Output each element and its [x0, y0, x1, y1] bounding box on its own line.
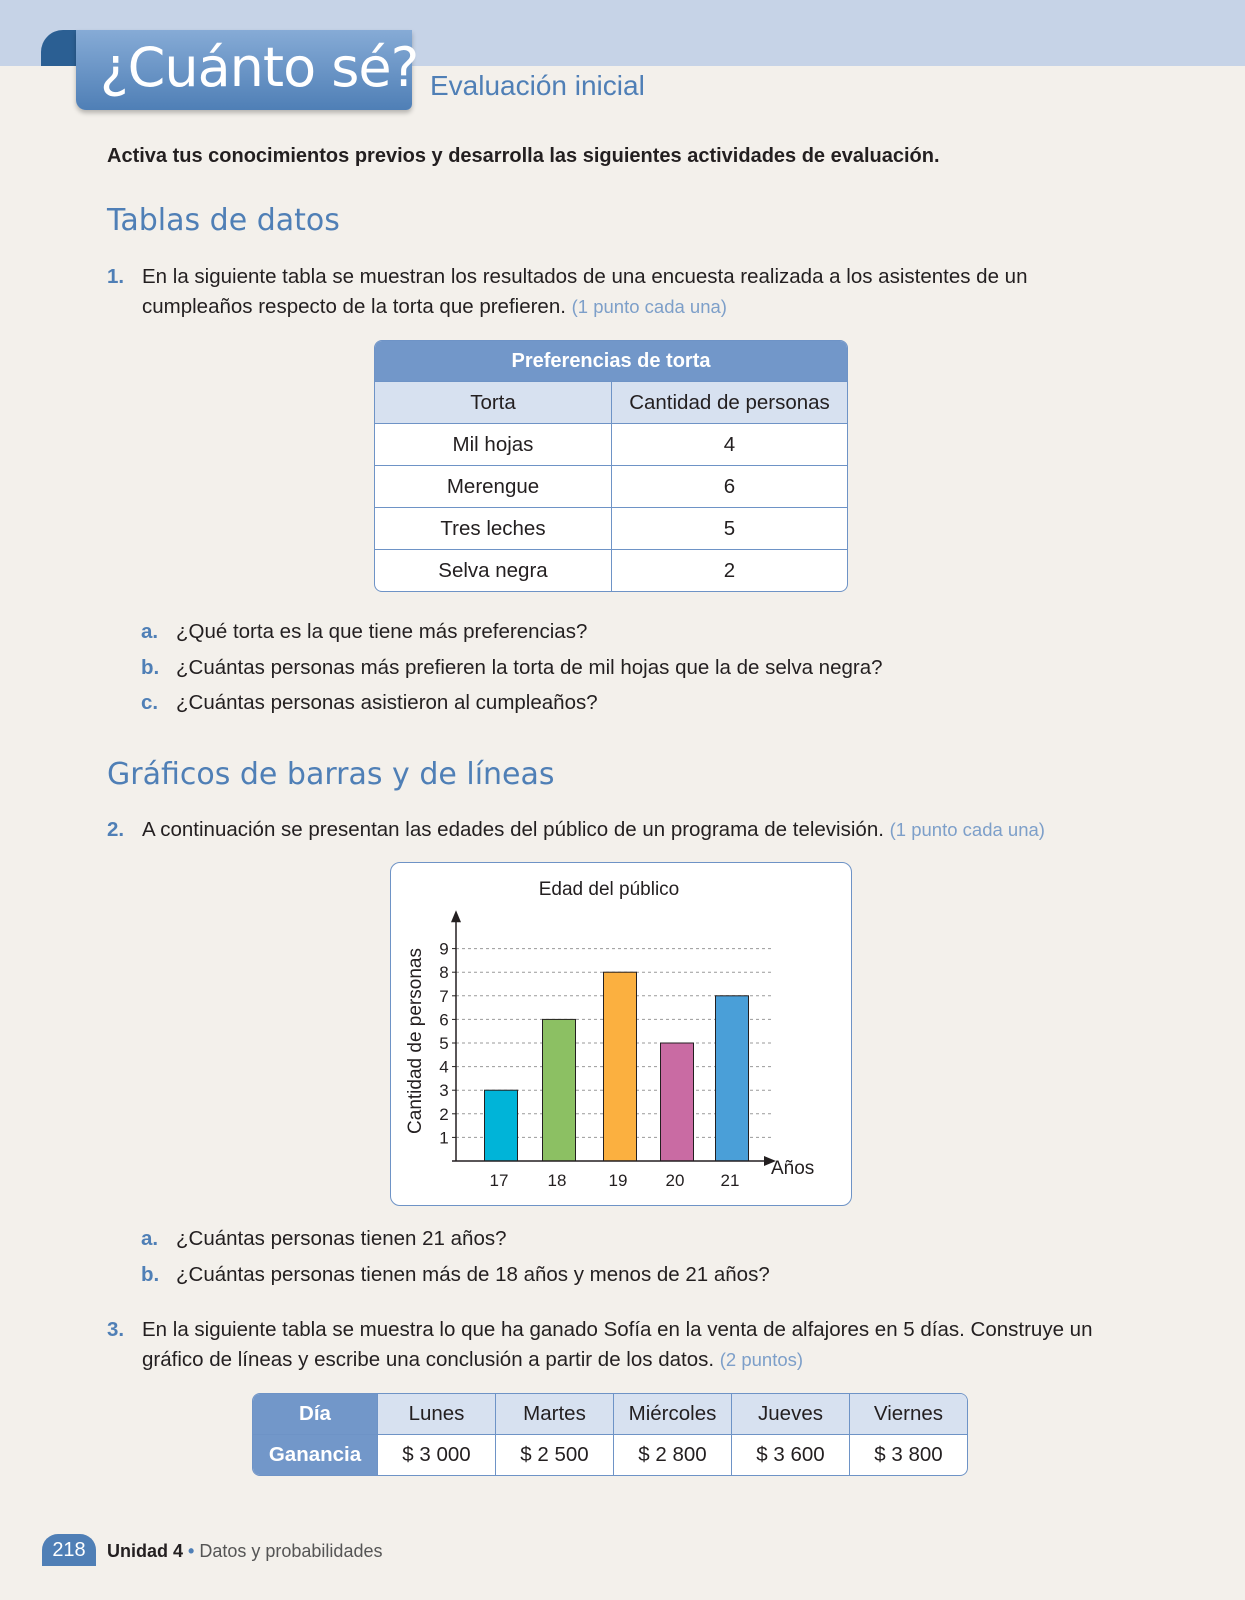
bar-20	[661, 1043, 694, 1161]
x-axis-label: Años	[771, 1158, 815, 1179]
y-axis-label: Cantidad de personas	[405, 948, 426, 1134]
question-2	[107, 815, 1127, 845]
subquestion-text: ¿Cuántas personas asistieron al cumpleaños?	[176, 691, 598, 714]
bar-17	[485, 1090, 518, 1161]
intro-text: Activa tus conocimientos previos y desarrolla las siguientes actividades de evaluación.	[107, 145, 940, 167]
chart-title: Edad del público	[538, 879, 680, 900]
row-label-day: Día	[253, 1394, 377, 1434]
question-points: (1 punto cada una)	[571, 296, 727, 317]
table-row-days	[253, 1394, 967, 1434]
table-cell: 2	[611, 550, 847, 591]
table-row	[375, 507, 847, 549]
table-row	[375, 423, 847, 465]
subquestion-letter: a.	[141, 1227, 159, 1250]
subquestion-letter: c.	[141, 691, 159, 714]
earning-cell: $ 3 800	[849, 1435, 967, 1475]
page-subtitle: Evaluación inicial	[430, 70, 645, 101]
table-caption: Preferencias de torta	[375, 341, 847, 381]
table-cell: Merengue	[446, 475, 540, 498]
question-3	[107, 1315, 1127, 1375]
y-tick-label: 3	[439, 1081, 449, 1101]
bar-19	[604, 972, 637, 1161]
earning-cell: $ 2 500	[495, 1435, 613, 1475]
question-number: 2.	[107, 818, 125, 841]
subquestion-letter: b.	[141, 656, 160, 679]
cake-preferences-table	[374, 340, 848, 592]
earning-cell: $ 3 000	[377, 1435, 495, 1475]
subquestion-text: ¿Cuántas personas tienen 21 años?	[176, 1227, 507, 1250]
bar-21	[716, 996, 749, 1161]
x-tick-label: 18	[547, 1171, 567, 1190]
y-tick-label: 2	[439, 1104, 449, 1124]
section-heading-charts: Gráficos de barras y de líneas	[107, 757, 555, 792]
footer-topic: Datos y probabilidades	[199, 1541, 383, 1561]
table-cell: Selva negra	[438, 559, 548, 582]
y-tick-label: 8	[439, 963, 449, 983]
subquestion-2b	[141, 1263, 770, 1287]
question-points: (2 puntos)	[719, 1349, 804, 1370]
question-text: En la siguiente tabla se muestra lo que ha ganado Sofía en la venta de alfajores en 5 días. Construye un gráfico de líneas y escribe una conclusión a partir de los datos.	[142, 1318, 1093, 1371]
age-bar-chart	[390, 862, 852, 1206]
row-label-earnings: Ganancia	[253, 1435, 377, 1475]
chart-svg	[391, 863, 851, 1205]
y-tick-label: 6	[439, 1010, 449, 1030]
day-cell: Martes	[495, 1394, 613, 1434]
table-cell: 5	[611, 508, 847, 549]
footer-unit: Unidad 4	[107, 1541, 184, 1561]
y-tick-label: 9	[439, 939, 449, 959]
subquestion-1a	[141, 620, 587, 644]
question-number: 3.	[107, 1318, 125, 1341]
subquestion-text: ¿Cuántas personas tienen más de 18 años y menos de 21 años?	[176, 1263, 770, 1286]
x-tick-label: 21	[720, 1171, 740, 1190]
section-heading-tables: Tablas de datos	[107, 203, 340, 238]
table-cell: Mil hojas	[452, 433, 534, 456]
table-header-row	[375, 381, 847, 423]
question-points: (1 punto cada una)	[889, 819, 1045, 840]
table-row	[375, 549, 847, 591]
y-tick-label: 1	[439, 1128, 449, 1148]
table-header-cell: Cantidad de personas	[611, 382, 847, 423]
bar-18	[543, 1019, 576, 1161]
x-tick-label: 17	[489, 1171, 509, 1190]
subquestion-letter: a.	[141, 620, 159, 643]
x-tick-label: 19	[608, 1171, 628, 1190]
day-cell: Miércoles	[613, 1394, 731, 1434]
question-1	[107, 262, 1127, 322]
y-tick-label: 4	[439, 1057, 449, 1077]
page-title: ¿Cuánto sé?	[100, 36, 419, 99]
footer-text	[107, 1541, 382, 1562]
footer-separator: •	[188, 1541, 195, 1561]
table-cell: Tres leches	[440, 517, 546, 540]
subquestion-letter: b.	[141, 1263, 160, 1286]
earnings-table	[252, 1393, 968, 1476]
y-tick-label: 5	[439, 1034, 449, 1053]
table-row-earnings	[253, 1434, 967, 1475]
question-text: En la siguiente tabla se muestran los resultados de una encuesta realizada a los asistentes de un cumpleaños respecto de la torta que prefieren.	[142, 265, 1028, 318]
question-number: 1.	[107, 265, 125, 288]
day-cell: Lunes	[377, 1394, 495, 1434]
day-cell: Jueves	[731, 1394, 849, 1434]
table-cell: 6	[611, 466, 847, 507]
day-cell: Viernes	[849, 1394, 967, 1434]
subquestion-text: ¿Cuántas personas más prefieren la torta de mil hojas que la de selva negra?	[176, 656, 883, 679]
page-number: 218	[42, 1534, 96, 1566]
question-text: A continuación se presentan las edades del público de un programa de televisión.	[142, 818, 884, 841]
y-axis-arrow	[451, 910, 461, 922]
subquestion-1c	[141, 691, 598, 715]
table-cell: 4	[611, 424, 847, 465]
earning-cell: $ 2 800	[613, 1435, 731, 1475]
subquestion-text: ¿Qué torta es la que tiene más preferencias?	[176, 620, 588, 643]
table-row	[375, 465, 847, 507]
subquestion-2a	[141, 1227, 507, 1251]
x-tick-label: 20	[665, 1171, 685, 1190]
table-header-cell: Torta	[470, 391, 516, 414]
earning-cell: $ 3 600	[731, 1435, 849, 1475]
subquestion-1b	[141, 656, 883, 680]
y-tick-label: 7	[439, 986, 449, 1006]
